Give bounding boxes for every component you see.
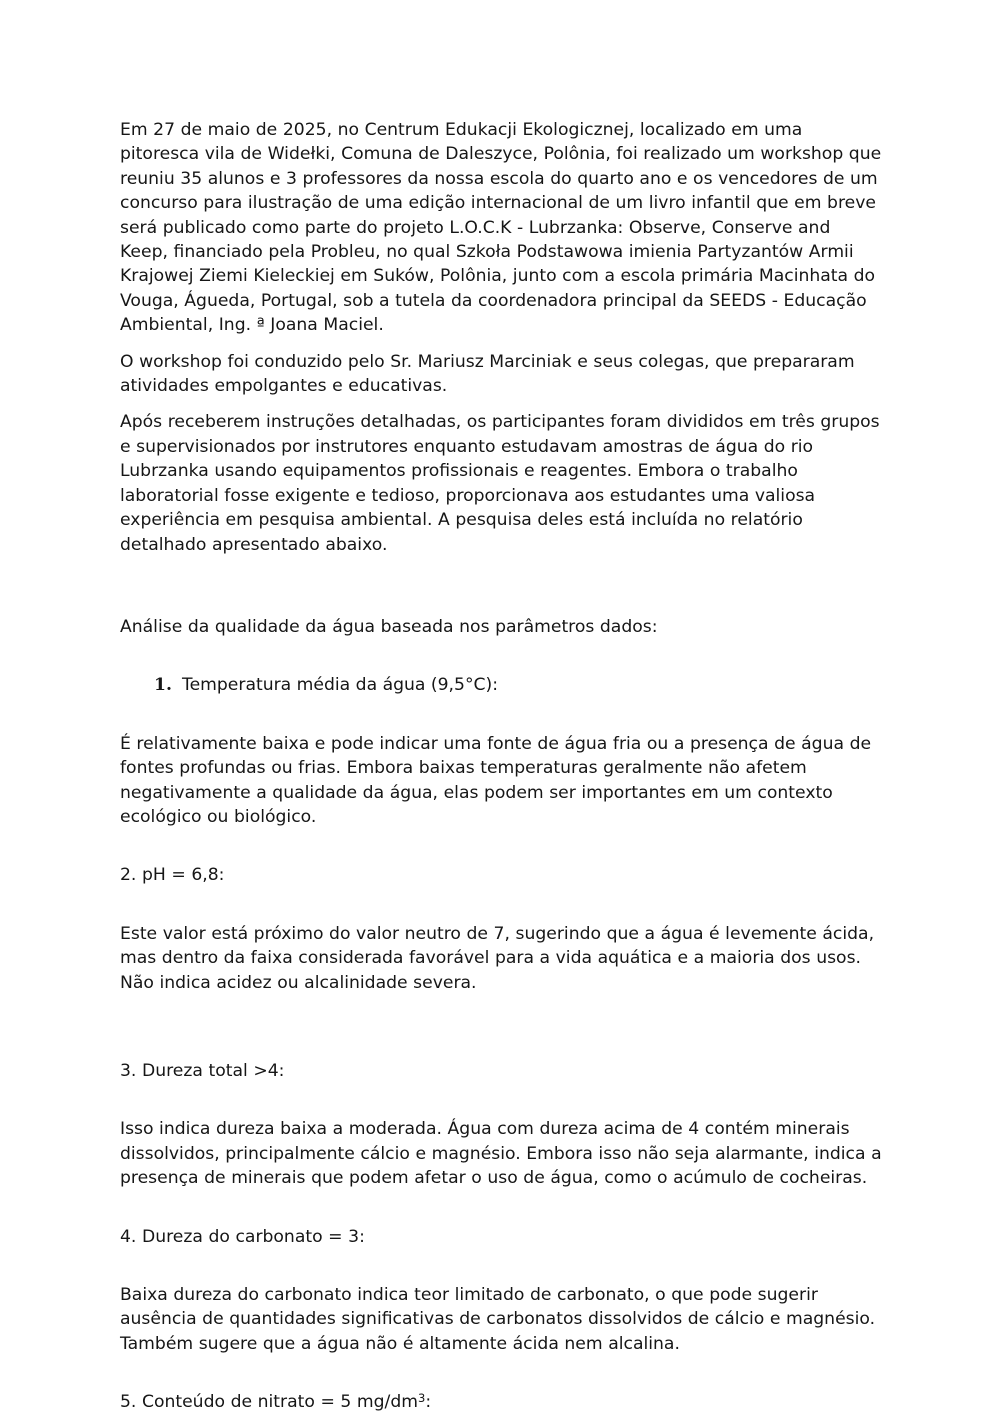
spacer-before-item-4 [120,1203,882,1225]
heading-item-4-carbonate-hardness: 4. Dureza do carbonato = 3: [120,1226,365,1247]
paragraph-workshop-conductor: O workshop foi conduzido pelo Sr. Mariusz Marciniak e seus colegas, que prepararam atividades empolgantes e educativas. [120,351,855,397]
list-item-label-1: Temperatura média da água (9,5°C): [182,675,499,696]
section-spacer-before-analysis [120,569,882,615]
heading-item-5-nitrate [120,1390,882,1414]
spacer-before-item-1 [120,651,882,673]
spacer-before-item-5 [120,1368,882,1390]
spacer-before-item-2 [120,841,882,863]
heading-item-5-colon: : [425,1392,432,1413]
heading-item-5-text: 5. Conteúdo de nitrato = 5 mg/dm [120,1392,418,1413]
spacer-after-heading-2 [120,900,882,922]
document-body [120,118,882,1415]
spacer-before-item-3 [120,1007,882,1059]
spacer-after-item-1 [120,710,882,732]
analysis-heading: Análise da qualidade da água baseada nos parâmetros dados: [120,616,658,637]
paragraph-total-hardness-body: Isso indica dureza baixa a moderada. Água com dureza acima de 4 contém minerais dissolvidos, principalmente cálcio e magnésio. Embora isso não seja alarmante, indica a presença de minerais que podem afetar o uso de água, como o acúmulo de cocheiras. [120,1119,882,1189]
heading-item-2-ph: 2. pH = 6,8: [120,865,225,886]
paragraph-carbonate-hardness-body: Baixa dureza do carbonato indica teor limitado de carbonato, o que pode sugerir ausência de quantidades significativas de carbonatos dissolvidos de cálcio e magnésio. Também sugere que a água não é altamente ácida nem alcalina. [120,1285,876,1354]
list-item-marker-1: 1. [154,675,172,696]
paragraph-temperature-body: É relativamente baixa e pode indicar uma fonte de água fria ou a presença de água de fontes profundas ou frias. Embora baixas temperaturas geralmente não afetem negativamente a qualidade da água, elas podem ser importantes em um contexto ecológico ou biológico. [120,733,872,827]
paragraph-intro: Em 27 de maio de 2025, no Centrum Edukacji Ekologicznej, localizado em uma pitoresca vila de Widełki, Comuna de Daleszyce, Polônia, foi realizado um workshop que reuniu 35 alunos e 3 professores da nossa escola do quarto ano e os vencedores de um concurso para ilustração de uma edição internacional de um livro infantil que em breve será publicado como parte do projeto L.O.C.K - Lubrzanka: Observe, Conserve and Keep, financiado pela Probleu, no qual Szkoła Podstawowa imienia Partyzantów Armii Krajowej Ziemi Kieleckiej em Suków, Polônia, junto com a escola primária Macinhata do Vouga, Águeda, Portugal, sob a tutela da coordenadora principal da SEEDS - Educação Ambiental, Ing. ª Joana Maciel. [120,120,882,336]
list-item-temperature [154,673,882,697]
spacer-after-heading-3 [120,1095,882,1117]
paragraph-ph-body: Este valor está próximo do valor neutro de 7, sugerindo que a água é levemente ácida, mas dentro da faixa considerada favorável para a vida aquática e a maioria dos usos. Não indica acidez ou alcalinidade severa. [120,923,875,993]
heading-item-5-superscript: 3 [418,1391,426,1406]
heading-item-3-total-hardness: 3. Dureza total >4: [120,1060,285,1081]
parameter-list [120,673,882,697]
paragraph-methodology: Após receberem instruções detalhadas, os participantes foram divididos em três grupos e supervisionados por instrutores enquanto estudavam amostras de água do rio Lubrzanka usando equipamentos profissionais e reagentes. Embora o trabalho laboratorial fosse exigente e tedioso, proporcionava aos estudantes uma valiosa experiência em pesquisa ambiental. A pesquisa deles está incluída no relatório detalhado apresentado abaixo. [120,412,880,555]
spacer-after-heading-4 [120,1261,882,1283]
